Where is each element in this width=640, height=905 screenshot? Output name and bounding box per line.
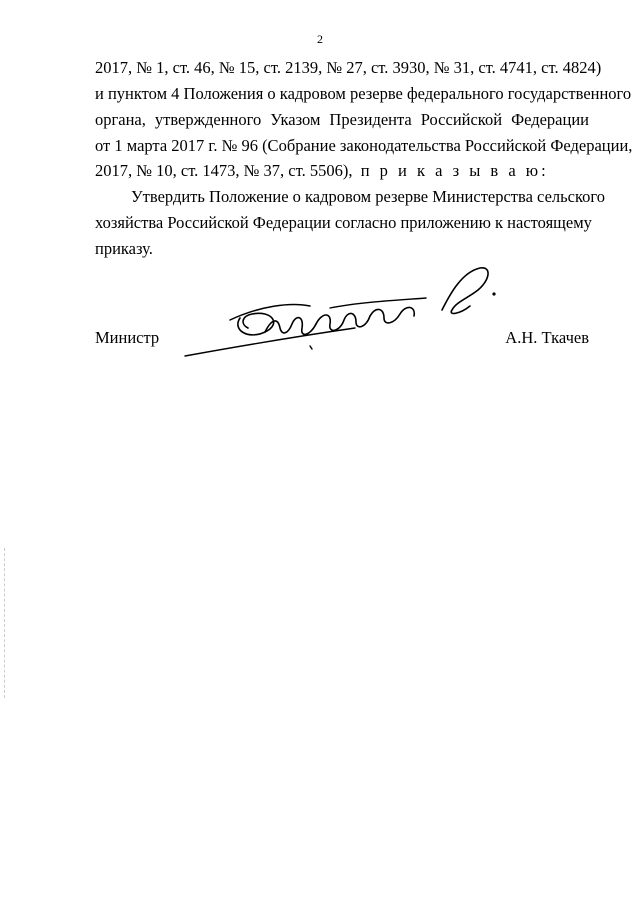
scan-margin-mark	[4, 548, 7, 698]
body-line-5	[95, 161, 589, 181]
handwritten-signature	[180, 258, 510, 368]
order-line-2: хозяйства Российской Федерации согласно приложению к настоящему	[95, 213, 592, 232]
body-line-3: органа, утвержденного Указом Президента Российской Федерации	[95, 110, 589, 129]
body-line-2: и пунктом 4 Положения о кадровом резерве федерального государственного	[95, 84, 632, 103]
order-line-3: приказу.	[95, 239, 153, 258]
body-line-4: от 1 марта 2017 г. № 96 (Собрание законодательства Российской Федерации,	[95, 136, 633, 155]
body-line-1: 2017, № 1, ст. 46, № 15, ст. 2139, № 27, ст. 3930, № 31, ст. 4741, ст. 4824)	[95, 58, 602, 77]
order-line-1: Утвердить Положение о кадровом резерве Министерства сельского	[131, 187, 606, 206]
citation-text: 2017, № 10, ст. 1473, № 37, ст. 5506),	[95, 161, 353, 180]
order-word: п р и к а з ы в а ю:	[360, 161, 549, 180]
page-number: 2	[317, 32, 323, 46]
signatory-name: А.Н. Ткачев	[505, 328, 589, 347]
signatory-title: Министр	[95, 328, 160, 347]
